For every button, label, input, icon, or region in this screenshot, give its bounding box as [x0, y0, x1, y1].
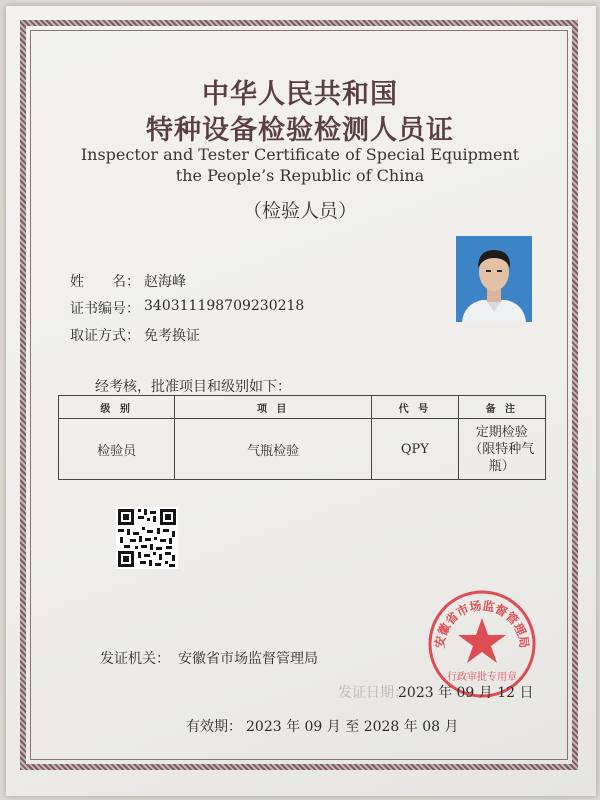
issue-date-value: 2023 年 09 月 12 日 [398, 685, 534, 701]
header-remark: 备 注 [458, 396, 545, 419]
portrait-icon [456, 236, 532, 322]
validity-value: 2023 年 09 月 至 2028 年 08 月 [246, 719, 459, 735]
seal-text-top: 安徽省市场监督管理局 [432, 598, 532, 649]
header-level: 级 别 [59, 396, 175, 419]
method-label: 取证方式： [70, 328, 140, 344]
name-value: 赵海峰 [144, 274, 186, 290]
cert-no-value: 340311198709230218 [144, 298, 305, 314]
issue-date-label: 发证日期： [338, 685, 408, 701]
approval-intro: 经考核，批准项目和级别如下： [95, 379, 291, 395]
qr-code-icon [116, 507, 178, 569]
title-english-line1: Inspector and Tester Certificate of Special Equipment [80, 145, 520, 164]
holder-photo [456, 236, 532, 322]
cell-item: 气瓶检验 [175, 419, 372, 480]
table-row [59, 419, 546, 480]
validity-label: 有效期： [186, 719, 242, 735]
seal-text-bottom: 行政审批专用章 [447, 672, 517, 683]
table-header-row [59, 396, 546, 419]
method-value: 免考换证 [144, 328, 200, 344]
issuer-value: 安徽省市场监督管理局 [178, 651, 318, 667]
issuer-label: 发证机关： [100, 651, 170, 667]
header-item: 项 目 [175, 396, 372, 419]
cell-remark [458, 419, 545, 480]
certificate-category: （检验人员） [242, 200, 357, 222]
title-country: 中华人民共和国 [202, 79, 398, 110]
seal-star-icon [458, 618, 506, 663]
header-code: 代 号 [372, 396, 458, 419]
remark-line: （限特种气 [469, 441, 535, 457]
name-label: 姓 名： [70, 274, 140, 290]
cell-code: QPY [372, 419, 458, 480]
title-certificate: 特种设备检验检测人员证 [146, 115, 454, 146]
approval-table [58, 395, 546, 480]
remark-line: 瓶） [488, 458, 515, 474]
cell-level: 检验员 [59, 419, 175, 480]
remark-line: 定期检验 [475, 424, 528, 440]
title-english-line2: the People’s Republic of China [175, 166, 425, 185]
cert-no-label: 证书编号： [70, 301, 140, 317]
